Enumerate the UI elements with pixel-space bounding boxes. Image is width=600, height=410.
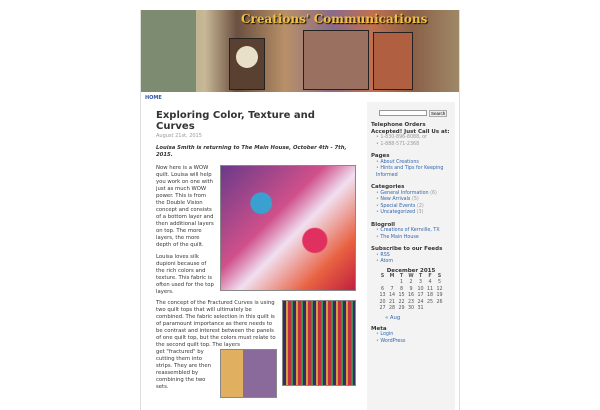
calendar-day: 13 xyxy=(379,293,386,298)
quilt-image-cutting[interactable] xyxy=(220,349,277,398)
meta-link[interactable]: WordPress xyxy=(380,338,406,344)
calendar-day: 16 xyxy=(407,293,415,298)
post-title[interactable]: Exploring Color, Texture and Curves xyxy=(156,110,315,132)
calendar xyxy=(378,268,445,313)
page-link[interactable]: About Creations xyxy=(380,159,419,165)
category-link[interactable]: General Information xyxy=(380,190,429,196)
calendar-day: 23 xyxy=(407,299,415,305)
post-paragraph: The concept of the Fractured Curves is using two quilt tops that will ultimately be combined. The fabric selection in this quilt is of paramount importance as there needs to be contrast and interest between the panels of one quilt top, but the colors must relate to the second quilt top. The layers xyxy=(156,300,276,348)
calendar-caption: December 2015 xyxy=(386,267,436,274)
calendar-day: 9 xyxy=(409,286,413,292)
calendar-day: 14 xyxy=(388,293,396,298)
calendar-day: 25 xyxy=(426,299,434,305)
feed-link[interactable]: Atom xyxy=(380,259,394,264)
calendar-day: 12 xyxy=(436,286,443,292)
meta-heading: Meta xyxy=(371,325,387,332)
category-link[interactable]: New Arrivals xyxy=(380,197,411,202)
site-title[interactable]: Creations' Communications xyxy=(241,12,428,26)
blogroll-heading: Blogroll xyxy=(371,221,396,228)
post xyxy=(156,110,356,402)
calendar-day: 6 xyxy=(380,286,385,292)
post-paragraph: Now here is a WOW quilt. Louisa will help you work on one with just as much WOW power. This is from the Double Vision concept and consists of a bottom layer and then additional layers on top. The more layers, the more depth of the quilt. xyxy=(156,165,214,248)
calendar-day: 19 xyxy=(436,293,443,298)
calendar-day-header: M xyxy=(389,273,395,279)
phone-heading: Telephone Orders Accepted! Just Call Us at: xyxy=(371,122,450,135)
calendar-day: 30 xyxy=(407,306,415,311)
categories-heading: Categories xyxy=(371,184,405,190)
nav-home[interactable]: HOME xyxy=(145,95,162,101)
calendar-day: 26 xyxy=(436,299,443,305)
page xyxy=(140,10,460,410)
calendar-day: 31 xyxy=(417,306,424,311)
calendar-prev-link[interactable]: « Aug xyxy=(385,314,401,321)
calendar-day: 27 xyxy=(379,306,386,311)
calendar-day-header: F xyxy=(428,273,432,279)
calendar-day: 1 xyxy=(399,280,404,285)
search-button[interactable]: Search xyxy=(431,111,446,116)
calendar-day: 3 xyxy=(418,280,423,285)
post-lead: Louisa Smith is returning to The Main House, October 4th - 7th, 2015. xyxy=(156,145,347,158)
search-form xyxy=(379,110,451,117)
page-link[interactable]: Hints and Tips for Keeping Informed xyxy=(376,166,444,178)
feeds-heading: Subscribe to our Feeds xyxy=(371,246,443,252)
calendar-day: 5 xyxy=(437,280,442,285)
pages-heading: Pages xyxy=(371,153,390,159)
phone-item: • 1-888-571-2368 xyxy=(376,141,420,147)
calendar-day: 20 xyxy=(379,299,386,305)
meta-link[interactable]: Login xyxy=(380,332,394,337)
calendar-day: 22 xyxy=(398,299,405,305)
calendar-day: 4 xyxy=(428,280,432,285)
calendar-day-header: S xyxy=(380,273,385,279)
calendar-day: 21 xyxy=(388,299,396,305)
calendar-day: 10 xyxy=(417,286,424,292)
calendar-week xyxy=(378,306,445,313)
calendar-day-header: S xyxy=(437,273,442,279)
calendar-day: 28 xyxy=(388,306,396,311)
calendar-day: 8 xyxy=(399,286,404,292)
calendar-day xyxy=(435,306,445,313)
post-paragraph: Louisa loves silk dupioni because of the rich colors and texture. This fabric is often used for the top layers. xyxy=(156,254,214,295)
calendar-day xyxy=(425,306,435,313)
calendar-day: 11 xyxy=(426,286,434,292)
sidebar: Search Telephone Orders Accepted! Just Call Us at: • 1-830-896-8088, or • 1-888-571-2368 Pages • About Creations • Hints and Tips for Keeping Informed Categories • General Information (6) • New Arrivals (5) • Special Events (2) • Uncategorized (3) Blogroll • Creations of Kerrville, TX • The Main House Subscribe to our Feeds • RSS • Atom December 2015 S M T W T F S 1 2 3 4 5 6 7 8 9 10 11 12 13 14 15 16 17 18 19 20 21 22 23 24 25 26 27 28 29 30 31 « Aug Meta • Login • WordPress xyxy=(367,102,455,410)
category-link[interactable]: Special Events xyxy=(380,203,416,209)
search-input[interactable] xyxy=(379,110,427,116)
category-link[interactable]: Uncategorized xyxy=(380,210,416,215)
calendar-day: 24 xyxy=(417,299,424,305)
blogroll-link[interactable]: Creations of Kerrville, TX xyxy=(380,228,440,233)
header-banner xyxy=(141,10,460,92)
calendar-day: 7 xyxy=(390,286,394,292)
quilt-image-circles[interactable] xyxy=(220,165,356,291)
calendar-day: 29 xyxy=(398,306,405,311)
calendar-day: 17 xyxy=(417,293,424,298)
calendar-day-header: T xyxy=(418,273,423,279)
calendar-day: 15 xyxy=(398,293,405,298)
post-date: August 21st, 2015 xyxy=(156,133,202,139)
calendar-day-header: T xyxy=(399,273,404,279)
calendar-day: 18 xyxy=(426,293,434,298)
calendar-day-header: W xyxy=(408,273,414,279)
calendar-day: 2 xyxy=(409,280,413,285)
blogroll-link[interactable]: The Main House xyxy=(380,234,419,240)
quilt-image-fractured[interactable] xyxy=(282,300,356,386)
phone-item: • 1-830-896-8088, or xyxy=(376,135,428,140)
feed-link[interactable]: RSS xyxy=(380,252,390,258)
post-paragraph: get "fractured" by cutting them into strips. They are then reassembled by combining the two sets. xyxy=(156,349,211,390)
